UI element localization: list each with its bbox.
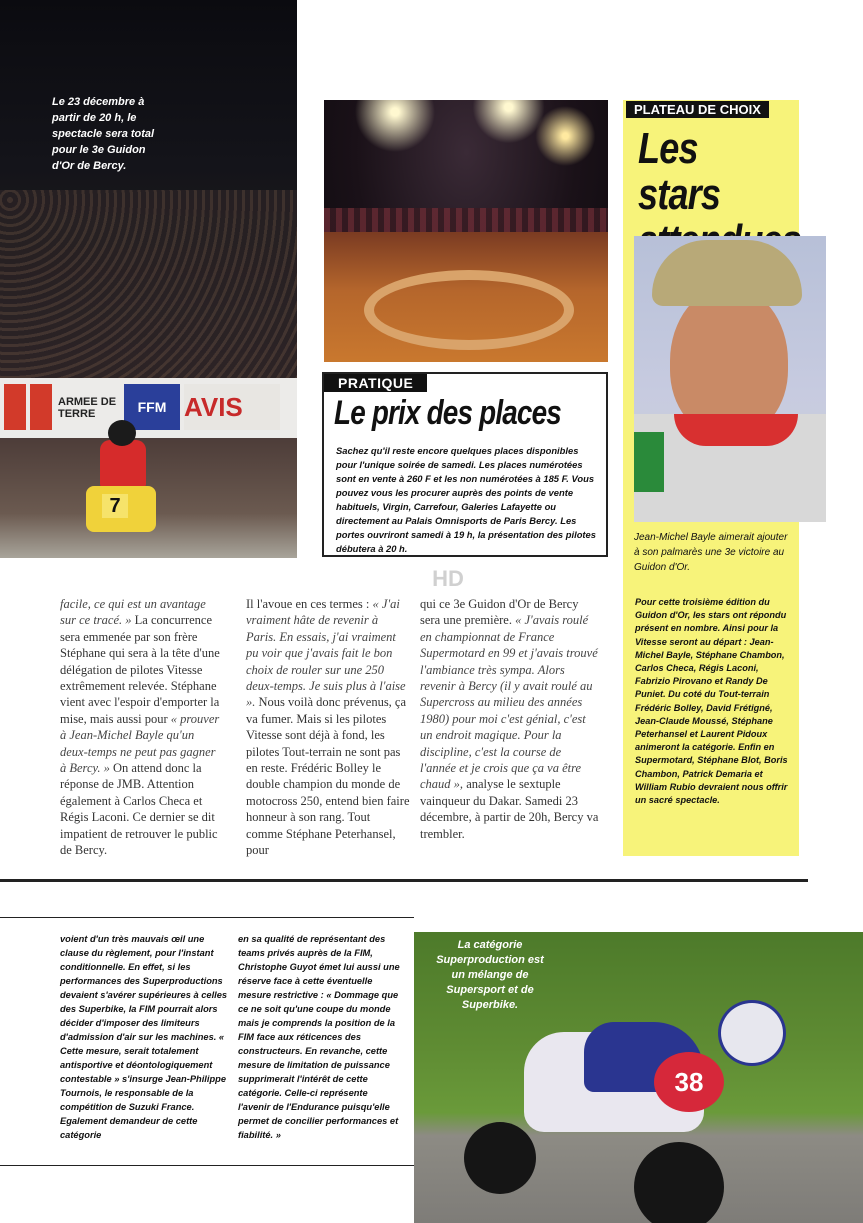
col3-text-c: analyse le sextuple vainqueur du Dakar. Samedi 23 décembre, à partir de 20h, Bercy va trembler. [420, 777, 599, 841]
rider-number: 7 [102, 494, 128, 518]
pratique-title: Le prix des places [334, 394, 561, 432]
track-image [364, 270, 574, 350]
bike-number: 38 [654, 1052, 724, 1112]
stars-tag: PLATEAU DE CHOIX [626, 101, 769, 118]
stars-body: Pour cette troisième édition du Guidon d'Or, les stars ont répondu présent en nombre. Ainsi pour la Vitesse seront au départ : Jean-Michel Bayle, Stéphane Chambon, Carlos Checa, Régis Laconi, Fabrizio Pirovano et Randy De Puniet. Du coté du Tout-terrain Frédéric Bolley, David Frétigné, Jean-Claude Moussé, Stéphane Peterhansel et Laurent Pidoux animeront la catégorie. Enfin en Supermotard, Stéphane Blot, Boris Chambon, Patrick Demaria et William Rubio devraient nous offrir un sacré spectacle. [635, 597, 788, 806]
article-column-2 [246, 596, 410, 859]
superbike-image [464, 992, 744, 1192]
rider-image [72, 420, 172, 540]
arena-photo-left [0, 0, 297, 558]
watermark: HD [432, 566, 464, 591]
bottom-column-2: en sa qualité de représentant des teams privés auprès de la FIM, Christophe Guyot émet lui aussi une réserve face à cette éventuelle mesure restrictive : « Dommage que ce ne soit qu'une coupe du monde mais je comprends la position de la FIM face aux réticences des constructeurs. En revanche, cette mesure de limitation de puissance supprimerait l'intérêt de cette catégorie. Celle-ci représente l'avenir de l'Endurance puisqu'elle permet de concilier performances et fiabilité. » [238, 934, 400, 1140]
portrait-caption: Jean-Michel Bayle aimerait ajouter à son palmarès une 3e victoire au Guidon d'Or. [634, 532, 788, 573]
crowd-image [0, 190, 297, 380]
banner-text-ffm: FFM [124, 384, 180, 430]
banner-text-armee: ARMEE DE TERRE [58, 396, 117, 420]
col3-quote-b: « J'avais roulé en championnat de France Supermotard en 99 et j'avais trouvé l'ambiance très sympa. Alors revenir à Bercy (il y avait roulé au Supercross au milieu des années 1980) pour moi c'est génial, c'est un endroit magique. Pour la discipline, c'est la course de l'année et je crois que ça va être chaud », [420, 613, 598, 792]
article-column-1 [60, 596, 222, 859]
col1-quote-a: facile, ce qui est un avantage sur ce tracé. » [60, 597, 206, 628]
col1-text-d: On attend donc la réponse de JMB. Attention également à Carlos Checa et Régis Laconi. Ce dernier se dit impatient de retrouver le public de Bercy. [60, 761, 218, 858]
col1-text-b: La concurrence sera emmenée par son frère Stéphane qui sera à la tête d'une délégation de pilotes Vitesse extrêmement relevée. Stéphane vient avec l'espoir d'emporter la mise, mais aussi pour [60, 613, 220, 726]
col3-text-a: qui ce 3e Guidon d'Or de Bercy sera une première. [420, 597, 579, 628]
col2-quote-b: « J'ai vraiment hâte de revenir à Paris. En essais, j'ai vraiment pu voir que j'avais fait le bon choix de rouler sur une 250 deux-temps. Je suis plus à l'aise ». [246, 597, 406, 710]
arena-photo-center [324, 100, 608, 362]
pratique-body: Sachez qu'il reste encore quelques places disponibles pour l'unique soirée de samedi. Les places numérotées sont en vente à 260 F et les non numérotées à 185 F. Vous pouvez vous les procurer auprès des points de vente habituels, Virgin, Carrefour, Galeries Lafayette ou directement au Palais Omnisports de Paris Bercy. Les portes ouvriront samedi à 19 h, la présentation des pilotes débutera à 20 h. [336, 445, 596, 554]
superbike-caption: La catégorie Superproduction est un mélange de Supersport et de Superbike. [436, 939, 544, 1011]
portrait-photo [634, 236, 826, 522]
banner-text-avis: AVIS [184, 384, 280, 430]
pratique-box [322, 372, 608, 557]
stage-lights [324, 100, 608, 220]
col2-text-c: Nous voilà donc prévenus, ça va fumer. Mais si les pilotes Vitesse sont déjà à fond, les pilotes Tout-terrain ne sont pas en reste. Frédéric Bolley le double champion du monde de motocross 250, entend bien faire honneur à son rang. Tout comme Stéphane Peterhansel, pour [246, 695, 410, 858]
arena-photo-caption: Le 23 décembre à partir de 20 h, le spectacle sera total pour le 3e Guidon d'Or de Bercy. [52, 96, 155, 172]
bottom-column-1: voient d'un très mauvais œil une clause du règlement, pour l'instant conditionnelle. En effet, si les performances des Superproductions devaient s'avérer supérieures à celles des Superbike, la FIM pourrait alors décider d'imposer des limiteurs d'admission d'air sur les machines. « Cette mesure, serait totalement antisportive et déontologiquement contestable » s'insurge Jean-Philippe Tournois, le responsable de la compétition de Suzuki France. Egalement demandeur de cette catégorie [60, 934, 228, 1140]
article-column-3 [420, 596, 600, 842]
helmet-image [718, 1000, 786, 1066]
section-divider [0, 879, 808, 882]
pratique-tag: PRATIQUE [324, 374, 427, 392]
col2-text-a: Il l'avoue en ces termes : [246, 597, 373, 611]
col1-quote-c: « prouver à Jean-Michel Bayle qu'un deux-temps ne peut pas gagner à Bercy. » [60, 711, 220, 776]
stars-title: Les stars [638, 124, 721, 219]
